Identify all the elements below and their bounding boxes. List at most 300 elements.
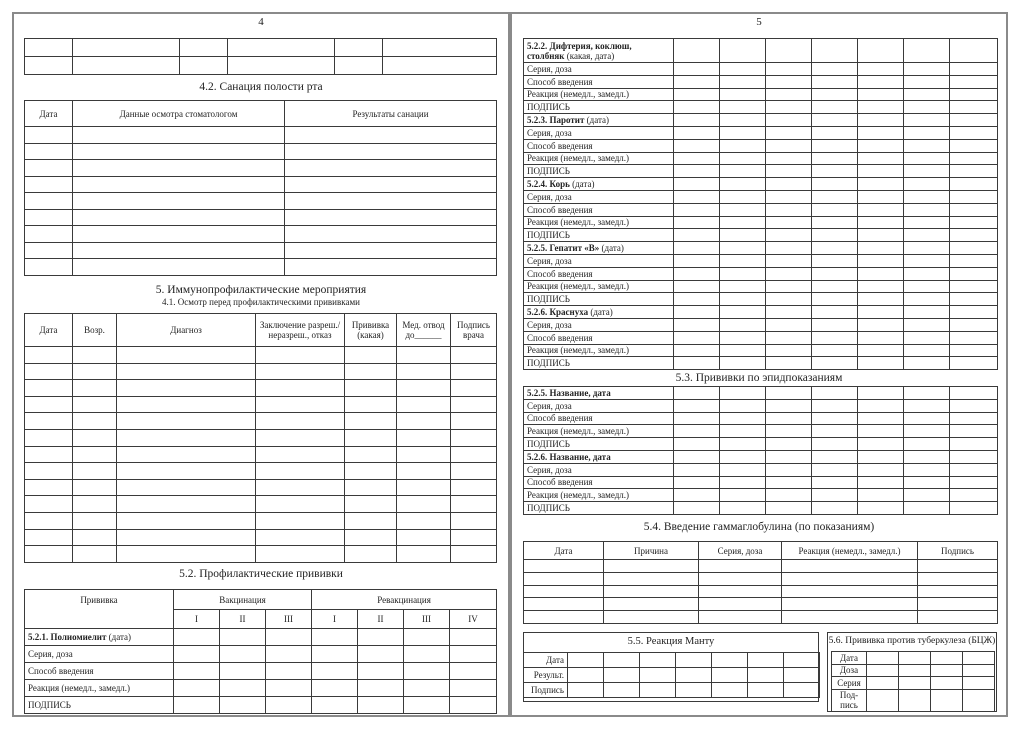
table-cell[interactable] [766,399,812,412]
table-cell[interactable] [404,629,450,646]
table-cell[interactable] [950,438,998,451]
table-cell[interactable] [812,412,858,425]
table-cell[interactable] [766,331,812,344]
table-cell[interactable] [174,663,220,680]
table-cell[interactable] [858,229,904,242]
table-cell[interactable] [766,267,812,280]
table-cell[interactable] [73,363,117,380]
table-cell[interactable] [604,560,699,573]
table-cell[interactable] [899,652,931,665]
table-cell[interactable] [256,380,345,397]
table-cell[interactable] [345,529,397,546]
table-cell[interactable] [766,139,812,152]
table-cell[interactable] [397,396,451,413]
table-cell[interactable] [699,560,782,573]
table-cell[interactable] [858,357,904,370]
table-cell[interactable] [858,216,904,229]
table-cell[interactable] [451,396,497,413]
table-cell[interactable] [220,629,266,646]
table-cell[interactable] [784,683,820,698]
table-cell[interactable] [174,646,220,663]
table-cell[interactable] [904,425,950,438]
table-cell[interactable] [712,653,748,668]
table-cell[interactable] [312,646,358,663]
table-cell[interactable] [25,429,73,446]
table-cell[interactable] [950,489,998,502]
table-cell[interactable] [858,101,904,114]
table-cell[interactable] [73,463,117,480]
table-cell[interactable] [174,629,220,646]
table-cell[interactable] [950,318,998,331]
table-cell[interactable] [950,75,998,88]
table-cell[interactable] [117,413,256,430]
table-cell[interactable] [674,165,720,178]
table-cell[interactable] [858,114,904,127]
table-cell[interactable] [285,160,497,177]
table-cell[interactable] [766,438,812,451]
table-cell[interactable] [345,347,397,364]
table-cell[interactable] [720,438,766,451]
table-cell[interactable] [858,165,904,178]
table-cell[interactable] [674,101,720,114]
table-cell[interactable] [904,306,950,319]
table-cell[interactable] [397,463,451,480]
table-cell[interactable] [266,697,312,714]
table-cell[interactable] [220,663,266,680]
table-cell[interactable] [674,139,720,152]
table-cell[interactable] [720,425,766,438]
table-cell[interactable] [950,114,998,127]
table-cell[interactable] [950,139,998,152]
table-cell[interactable] [720,344,766,357]
table-cell[interactable] [720,139,766,152]
table-cell[interactable] [266,680,312,697]
table-cell[interactable] [858,489,904,502]
table-cell[interactable] [604,572,699,585]
table-cell[interactable] [676,668,712,683]
table-cell[interactable] [256,479,345,496]
table-cell[interactable] [674,152,720,165]
table-cell[interactable] [766,126,812,139]
table-cell[interactable] [950,126,998,139]
table-cell[interactable] [904,502,950,515]
table-cell[interactable] [699,585,782,598]
table-cell[interactable] [524,560,604,573]
table-cell[interactable] [918,560,998,573]
table-cell[interactable] [784,668,820,683]
table-cell[interactable] [858,331,904,344]
table-cell[interactable] [25,209,73,226]
table-cell[interactable] [674,126,720,139]
table-cell[interactable] [404,663,450,680]
table-cell[interactable] [25,242,73,259]
table-cell[interactable] [25,127,73,144]
table-cell[interactable] [858,399,904,412]
table-cell[interactable] [397,380,451,397]
table-cell[interactable] [766,318,812,331]
table-cell[interactable] [812,267,858,280]
table-cell[interactable] [766,463,812,476]
table-cell[interactable] [312,680,358,697]
table-cell[interactable] [918,585,998,598]
table-cell[interactable] [674,306,720,319]
table-cell[interactable] [73,209,285,226]
table-cell[interactable] [904,399,950,412]
table-cell[interactable] [720,387,766,400]
table-cell[interactable] [720,39,766,63]
table-cell[interactable] [918,572,998,585]
table-cell[interactable] [25,143,73,160]
table-cell[interactable] [335,57,383,75]
table-cell[interactable] [256,347,345,364]
table-cell[interactable] [950,425,998,438]
table-cell[interactable] [812,476,858,489]
table-cell[interactable] [25,363,73,380]
table-cell[interactable] [950,450,998,463]
table-cell[interactable] [450,646,497,663]
table-cell[interactable] [256,546,345,563]
table-cell[interactable] [256,396,345,413]
table-cell[interactable] [524,598,604,611]
table-cell[interactable] [604,585,699,598]
table-cell[interactable] [674,88,720,101]
table-cell[interactable] [720,75,766,88]
table-cell[interactable] [766,178,812,191]
table-cell[interactable] [450,697,497,714]
table-cell[interactable] [720,318,766,331]
table-cell[interactable] [604,683,640,698]
table-cell[interactable] [358,646,404,663]
table-cell[interactable] [397,529,451,546]
table-cell[interactable] [25,546,73,563]
table-cell[interactable] [812,126,858,139]
table-cell[interactable] [604,668,640,683]
table-cell[interactable] [950,387,998,400]
table-cell[interactable] [812,216,858,229]
table-cell[interactable] [285,209,497,226]
table-cell[interactable] [904,229,950,242]
table-cell[interactable] [812,489,858,502]
table-cell[interactable] [73,479,117,496]
table-cell[interactable] [904,463,950,476]
table-cell[interactable] [858,450,904,463]
table-cell[interactable] [858,190,904,203]
table-cell[interactable] [858,438,904,451]
table-cell[interactable] [812,387,858,400]
table-cell[interactable] [904,387,950,400]
table-cell[interactable] [397,429,451,446]
table-cell[interactable] [904,39,950,63]
table-cell[interactable] [345,363,397,380]
table-cell[interactable] [73,143,285,160]
table-cell[interactable] [256,496,345,513]
table-cell[interactable] [904,126,950,139]
table-cell[interactable] [345,380,397,397]
table-cell[interactable] [285,193,497,210]
table-cell[interactable] [568,683,604,698]
table-cell[interactable] [345,429,397,446]
table-cell[interactable] [358,697,404,714]
table-cell[interactable] [720,63,766,76]
table-cell[interactable] [451,363,497,380]
table-cell[interactable] [451,496,497,513]
table-cell[interactable] [73,176,285,193]
table-cell[interactable] [674,331,720,344]
table-cell[interactable] [699,611,782,624]
table-cell[interactable] [397,496,451,513]
table-cell[interactable] [766,203,812,216]
table-cell[interactable] [858,254,904,267]
table-cell[interactable] [712,683,748,698]
table-cell[interactable] [858,152,904,165]
table-cell[interactable] [812,165,858,178]
table-cell[interactable] [451,429,497,446]
table-cell[interactable] [266,646,312,663]
table-cell[interactable] [174,697,220,714]
table-cell[interactable] [699,572,782,585]
table-cell[interactable] [766,101,812,114]
table-cell[interactable] [867,677,899,690]
table-cell[interactable] [812,450,858,463]
table-cell[interactable] [524,572,604,585]
table-cell[interactable] [766,450,812,463]
table-cell[interactable] [397,413,451,430]
table-cell[interactable] [25,193,73,210]
table-cell[interactable] [397,512,451,529]
table-cell[interactable] [950,357,998,370]
table-cell[interactable] [950,280,998,293]
table-cell[interactable] [383,39,497,57]
table-cell[interactable] [867,664,899,677]
table-cell[interactable] [256,529,345,546]
table-cell[interactable] [812,438,858,451]
table-cell[interactable] [404,697,450,714]
table-cell[interactable] [812,254,858,267]
table-cell[interactable] [899,677,931,690]
table-cell[interactable] [899,689,931,711]
table-cell[interactable] [73,347,117,364]
table-cell[interactable] [73,429,117,446]
table-cell[interactable] [782,560,918,573]
table-cell[interactable] [117,380,256,397]
table-cell[interactable] [766,88,812,101]
table-cell[interactable] [720,502,766,515]
table-cell[interactable] [524,585,604,598]
table-cell[interactable] [220,646,266,663]
table-cell[interactable] [766,216,812,229]
table-cell[interactable] [766,242,812,255]
table-cell[interactable] [312,629,358,646]
table-cell[interactable] [858,293,904,306]
table-cell[interactable] [812,306,858,319]
table-cell[interactable] [766,39,812,63]
table-cell[interactable] [858,318,904,331]
table-cell[interactable] [720,254,766,267]
table-cell[interactable] [117,479,256,496]
table-cell[interactable] [451,413,497,430]
table-cell[interactable] [748,668,784,683]
table-cell[interactable] [25,529,73,546]
table-cell[interactable] [674,190,720,203]
table-cell[interactable] [676,683,712,698]
table-cell[interactable] [904,88,950,101]
table-cell[interactable] [720,450,766,463]
table-cell[interactable] [674,216,720,229]
table-cell[interactable] [748,683,784,698]
table-cell[interactable] [73,160,285,177]
table-cell[interactable] [812,203,858,216]
table-cell[interactable] [256,429,345,446]
table-cell[interactable] [604,598,699,611]
table-cell[interactable] [720,399,766,412]
table-cell[interactable] [256,363,345,380]
table-cell[interactable] [674,318,720,331]
table-cell[interactable] [858,344,904,357]
table-cell[interactable] [312,663,358,680]
table-cell[interactable] [720,293,766,306]
table-cell[interactable] [904,293,950,306]
table-cell[interactable] [73,193,285,210]
table-cell[interactable] [904,165,950,178]
table-cell[interactable] [812,88,858,101]
table-cell[interactable] [950,293,998,306]
table-cell[interactable] [73,446,117,463]
table-cell[interactable] [720,229,766,242]
table-cell[interactable] [950,152,998,165]
table-cell[interactable] [397,479,451,496]
table-cell[interactable] [904,438,950,451]
table-cell[interactable] [858,306,904,319]
table-cell[interactable] [782,585,918,598]
table-cell[interactable] [73,396,117,413]
table-cell[interactable] [256,413,345,430]
table-cell[interactable] [812,331,858,344]
table-cell[interactable] [674,412,720,425]
table-cell[interactable] [568,653,604,668]
table-cell[interactable] [450,629,497,646]
table-cell[interactable] [858,425,904,438]
table-cell[interactable] [867,689,899,711]
table-cell[interactable] [950,502,998,515]
table-cell[interactable] [782,572,918,585]
table-cell[interactable] [73,546,117,563]
table-cell[interactable] [451,529,497,546]
table-cell[interactable] [358,680,404,697]
table-cell[interactable] [766,387,812,400]
table-cell[interactable] [674,357,720,370]
table-cell[interactable] [640,668,676,683]
table-cell[interactable] [73,413,117,430]
table-cell[interactable] [674,280,720,293]
table-cell[interactable] [950,178,998,191]
table-cell[interactable] [812,139,858,152]
table-cell[interactable] [720,126,766,139]
table-cell[interactable] [266,629,312,646]
table-cell[interactable] [812,463,858,476]
table-cell[interactable] [904,101,950,114]
table-cell[interactable] [345,496,397,513]
table-cell[interactable] [904,267,950,280]
table-cell[interactable] [950,101,998,114]
table-cell[interactable] [256,512,345,529]
table-cell[interactable] [812,114,858,127]
table-cell[interactable] [766,229,812,242]
table-cell[interactable] [174,680,220,697]
table-cell[interactable] [858,178,904,191]
table-cell[interactable] [720,331,766,344]
table-cell[interactable] [674,203,720,216]
table-cell[interactable] [931,652,963,665]
table-cell[interactable] [404,646,450,663]
table-cell[interactable] [451,380,497,397]
table-cell[interactable] [950,306,998,319]
table-cell[interactable] [766,75,812,88]
table-cell[interactable] [674,344,720,357]
table-cell[interactable] [25,512,73,529]
table-cell[interactable] [812,39,858,63]
table-cell[interactable] [25,160,73,177]
table-cell[interactable] [285,127,497,144]
table-cell[interactable] [397,347,451,364]
table-cell[interactable] [25,57,73,75]
table-cell[interactable] [451,512,497,529]
table-cell[interactable] [397,446,451,463]
table-cell[interactable] [674,39,720,63]
table-cell[interactable] [404,680,450,697]
table-cell[interactable] [812,399,858,412]
table-cell[interactable] [117,463,256,480]
table-cell[interactable] [73,529,117,546]
table-cell[interactable] [358,663,404,680]
table-cell[interactable] [766,476,812,489]
table-cell[interactable] [858,203,904,216]
table-cell[interactable] [180,57,228,75]
table-cell[interactable] [720,306,766,319]
table-cell[interactable] [858,267,904,280]
table-cell[interactable] [228,57,335,75]
table-cell[interactable] [904,331,950,344]
table-cell[interactable] [674,502,720,515]
table-cell[interactable] [812,190,858,203]
table-cell[interactable] [383,57,497,75]
table-cell[interactable] [950,63,998,76]
table-cell[interactable] [720,178,766,191]
table-cell[interactable] [397,363,451,380]
table-cell[interactable] [720,88,766,101]
table-cell[interactable] [858,139,904,152]
table-cell[interactable] [674,450,720,463]
table-cell[interactable] [950,216,998,229]
table-cell[interactable] [904,114,950,127]
table-cell[interactable] [904,152,950,165]
table-cell[interactable] [285,176,497,193]
table-cell[interactable] [950,344,998,357]
table-cell[interactable] [117,429,256,446]
table-cell[interactable] [720,476,766,489]
table-cell[interactable] [766,280,812,293]
table-cell[interactable] [858,242,904,255]
table-cell[interactable] [904,280,950,293]
table-cell[interactable] [524,611,604,624]
table-cell[interactable] [640,653,676,668]
table-cell[interactable] [720,489,766,502]
table-cell[interactable] [766,114,812,127]
table-cell[interactable] [904,318,950,331]
table-cell[interactable] [782,598,918,611]
table-cell[interactable] [766,63,812,76]
table-cell[interactable] [720,280,766,293]
table-cell[interactable] [766,344,812,357]
